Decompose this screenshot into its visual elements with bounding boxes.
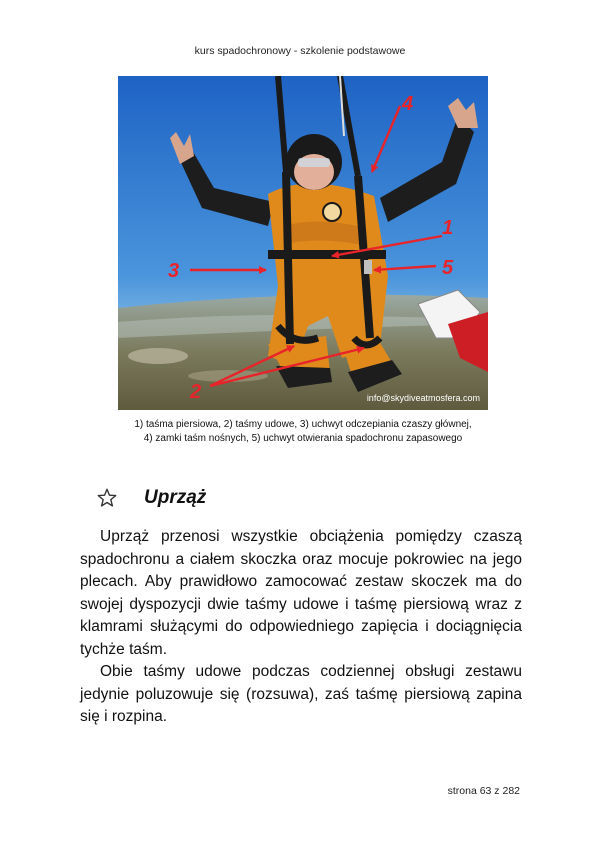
section-title: Uprząż	[144, 487, 207, 508]
star-icon	[96, 487, 118, 509]
marker-5: 5	[442, 257, 454, 279]
marker-3: 3	[168, 260, 180, 282]
page-header: kurs spadochronowy - szkolenie podstawowe	[194, 45, 406, 57]
section-body	[80, 526, 522, 729]
paragraph-1: Uprząż przenosi wszystkie obciążenia pomiędzy czaszą spadochronu a ciałem skoczka oraz mocuje pokrowiec na jego plecach. Aby prawidłowo zamocować zestaw skoczek ma do swojej dyspozycji dwie taśmy udowe i taśmę piersiową wraz z klamrami służącymi do odpowiedniego zapięcia i dociągnięcia tychże taśm.	[80, 528, 522, 658]
marker-2: 2	[190, 381, 202, 403]
paragraph-2: Obie taśmy udowe podczas codziennej obsługi zestawu jedynie poluzowuje się (rozsuwa), zaś taśmę piersiową zapina się i rozpina.	[80, 663, 522, 725]
photo-watermark: info@skydiveatmosfera.com	[366, 393, 480, 403]
photo-illustration	[118, 76, 488, 410]
figure-caption: 1) taśma piersiowa, 2) taśmy udowe, 3) uchwyt odczepiania czaszy głównej, 4) zamki taśm nośnych, 5) uchwyt otwierania spadochronu zapasowego	[134, 419, 472, 444]
marker-4: 4	[402, 93, 414, 115]
photo-skydiver-harness	[118, 76, 488, 410]
section-heading	[96, 484, 206, 512]
marker-1: 1	[442, 217, 454, 239]
page-number: strona 63 z 282	[447, 785, 520, 797]
